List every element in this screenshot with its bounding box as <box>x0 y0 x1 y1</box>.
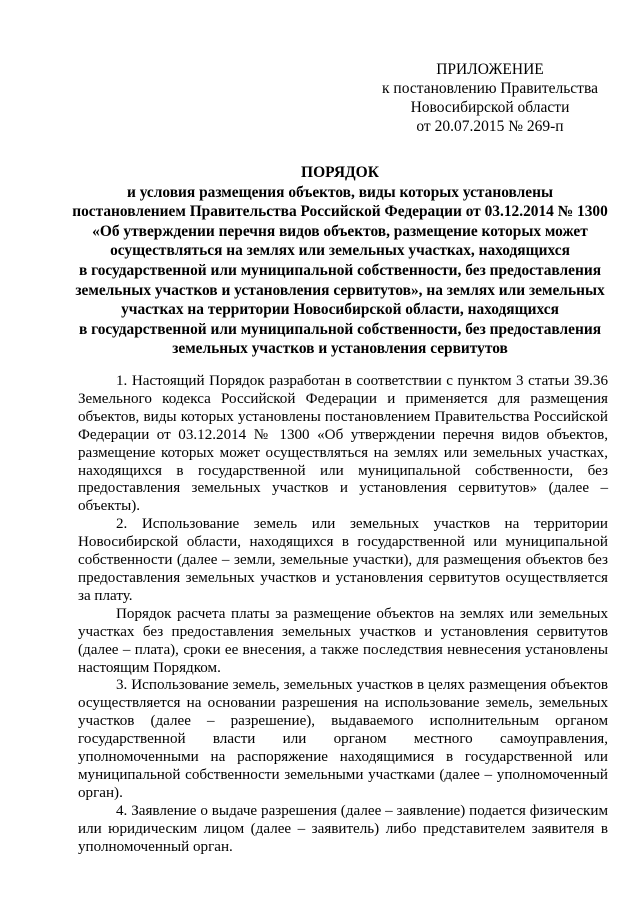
title-line: и условия размещения объектов, виды которых установлены <box>127 183 553 201</box>
title-line: земельных участков и установления сервитутов», на землях или земельных <box>75 281 605 299</box>
appendix-block <box>380 60 600 136</box>
paragraph-4: 4. Заявление о выдаче разрешения (далее – заявление) подается физическим или юридическим лицом (далее – заявитель) либо представителем заявителя в уполномоченный орган. <box>78 802 608 855</box>
appendix-label: ПРИЛОЖЕНИЕ <box>436 61 544 78</box>
title-line: в государственной или муниципальной собственности, без предоставления <box>78 261 602 279</box>
paragraph-3: 3. Использование земель, земельных участков в целях размещения объектов осуществляется на основании разрешения на использование земель, земельных участков (далее – разрешение), выдаваемого исполнительным органом государственной власти или органом местного самоуправления, уполномоченными на распоряжение находящимися в государственной или муниципальной собственности земельными участками (далее – уполномоченный орган). <box>78 677 608 801</box>
document-title <box>60 163 620 359</box>
title-line: осуществляться на землях или земельных участках, находящихся <box>110 242 570 260</box>
paragraph-2: 2. Использование земель или земельных участков на территории Новосибирской области, находящихся в государственной или муниципальной собственности (далее – земли, земельные участки), для размещения объектов без предоставления земельных участков и установления сервитутов осуществляется за плату. <box>78 516 608 604</box>
paragraph-1: 1. Настоящий Порядок разработан в соответствии с пунктом 3 статьи 39.36 Земельного кодекса Российской Федерации и применяется для размещения объектов, виды которых установлены постановлением Правительства Российской Федерации от 03.12.2014 № 1300 «Об утверждении перечня видов объектов, размещение которых может осуществляться на землях или земельных участках, находящихся в государственной или муниципальной собственности, без предоставления земельных участков и установления сервитутов» (далее – объекты). <box>78 373 608 515</box>
appendix-date: от 20.07.2015 № 269-п <box>416 118 564 135</box>
title-line: земельных участков и установления сервитутов <box>172 340 508 358</box>
appendix-line: Новосибирской области <box>410 99 570 116</box>
title-line: в государственной или муниципальной собственности, без предоставления <box>78 320 602 338</box>
title-line: «Об утверждении перечня видов объектов, размещение которых может <box>92 222 588 240</box>
title-line: участках на территории Новосибирской области, находящихся <box>121 301 559 319</box>
document-body <box>78 373 608 856</box>
appendix-line: к постановлению Правительства <box>382 80 598 97</box>
title-line: постановлением Правительства Российской Федерации от 03.12.2014 № 1300 <box>72 203 608 221</box>
paragraph-2-continued: Порядок расчета платы за размещение объектов на землях или земельных участках без предоставления земельных участков и установления сервитутов (далее – плата), сроки ее внесения, а также последствия невнесения установлены настоящим Порядком. <box>78 605 608 676</box>
title-heading: ПОРЯДОК <box>301 164 379 181</box>
